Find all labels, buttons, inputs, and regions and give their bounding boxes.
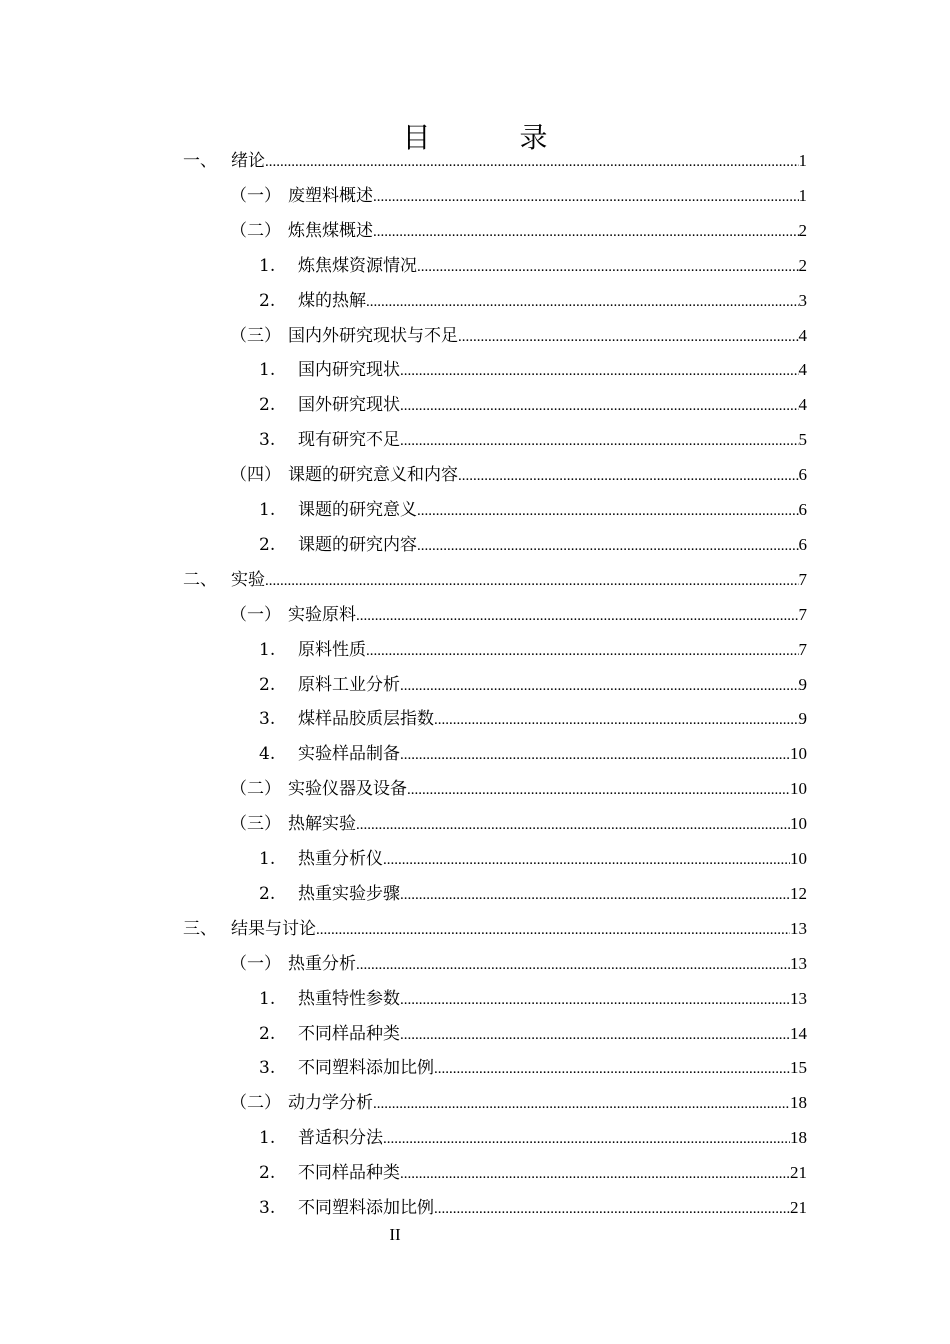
toc-entry-number: 3. (259, 1198, 276, 1218)
toc-entry[interactable] (183, 911, 807, 946)
toc-entry-page: 6 (798, 465, 807, 485)
toc-entry-number: （二） (230, 220, 281, 241)
toc-entry-number: （一） (230, 953, 281, 974)
toc-entry-title: 煤的热解 (298, 290, 366, 311)
toc-entry-page: 3 (798, 290, 807, 310)
toc-entry-page: 10 (790, 814, 807, 834)
toc-entry[interactable] (230, 213, 807, 248)
toc-entry-page: 9 (798, 709, 807, 729)
toc-entry-page: 13 (790, 918, 807, 938)
toc-entry[interactable] (259, 667, 807, 702)
toc-entry[interactable] (230, 178, 807, 213)
toc-entry-page: 4 (798, 325, 807, 345)
toc-entry[interactable] (183, 143, 807, 178)
toc-entry-number: 1. (259, 988, 276, 1009)
toc-entry-number: （二） (230, 779, 281, 800)
toc-entry[interactable] (259, 1016, 807, 1051)
toc-entry-number: （三） (230, 325, 281, 346)
toc-leader-dots (458, 320, 799, 355)
toc-entry[interactable] (259, 1155, 807, 1190)
toc-entry[interactable] (230, 946, 807, 981)
toc-entry-page: 12 (790, 883, 807, 903)
toc-leader-dots (356, 948, 790, 983)
toc-leader-dots (400, 354, 799, 389)
toc-entry-title: 课题的研究意义 (298, 500, 417, 520)
toc-entry-title: 热重实验步骤 (298, 883, 400, 904)
toc-entry-page: 10 (790, 744, 807, 764)
toc-leader-dots (400, 669, 799, 704)
toc-entry-number: （二） (230, 1093, 281, 1114)
toc-entry-title: 现有研究不足 (298, 430, 400, 451)
toc-entry-page: 7 (798, 569, 807, 589)
toc-leader-dots (373, 215, 799, 250)
toc-entry-page: 2 (798, 220, 807, 240)
toc-leader-dots (400, 738, 790, 773)
toc-leader-dots (417, 250, 799, 285)
toc-entry-number: 一、 (183, 151, 217, 171)
toc-leader-dots (383, 843, 790, 878)
toc-entry-number: （四） (230, 465, 281, 486)
toc-entry-title: 实验样品制备 (298, 744, 400, 765)
toc-entry-number: 2. (259, 290, 276, 311)
toc-leader-dots (356, 808, 790, 843)
toc-entry-page: 13 (790, 953, 807, 973)
toc-entry-title: 实验 (231, 569, 265, 590)
toc-entry-page: 2 (798, 255, 807, 275)
toc-entry-title: 绪论 (231, 151, 265, 171)
toc-entry-title: 热重分析仪 (298, 849, 383, 869)
toc-entry-title: 热重特性参数 (298, 988, 400, 1009)
toc-entry-page: 18 (790, 1128, 807, 1148)
toc-entry-page: 13 (790, 988, 807, 1008)
toc-entry-number: 2. (259, 1163, 276, 1184)
toc-entry-number: （一） (230, 604, 281, 625)
toc-entry[interactable] (259, 422, 807, 457)
toc-leader-dots (400, 878, 790, 913)
toc-leader-dots (383, 1122, 790, 1157)
toc-leader-dots (400, 1018, 790, 1053)
toc-leader-dots (373, 180, 799, 215)
toc-entry[interactable] (259, 248, 807, 283)
toc-entry-number: 2. (259, 395, 276, 416)
toc-entry-title: 炼焦煤资源情况 (298, 255, 417, 276)
toc-entry-title: 国内研究现状 (298, 360, 400, 381)
toc-entry-title: 不同样品种类 (298, 1163, 400, 1184)
toc-entry-number: （一） (230, 185, 281, 206)
toc-entry-title: 热解实验 (288, 814, 356, 835)
toc-entry[interactable] (259, 632, 807, 667)
toc-entry-page: 15 (790, 1058, 807, 1078)
toc-entry-page: 10 (790, 779, 807, 799)
toc-entry-title: 不同样品种类 (298, 1023, 400, 1044)
toc-leader-dots (373, 1087, 790, 1122)
toc-entry-title: 不同塑料添加比例 (298, 1058, 434, 1079)
toc-leader-dots (417, 494, 799, 529)
toc-leader-dots (400, 389, 799, 424)
toc-entry[interactable] (259, 841, 807, 876)
toc-entry-page: 5 (798, 430, 807, 450)
toc-entry-number: 2. (259, 674, 276, 695)
toc-entry[interactable] (230, 318, 807, 353)
toc-leader-dots (407, 773, 790, 808)
toc-entry[interactable] (259, 387, 807, 422)
toc-entry-page: 6 (798, 534, 807, 554)
toc-entry-title: 课题的研究意义和内容 (288, 465, 458, 486)
toc-entry-title: 普适积分法 (298, 1128, 383, 1149)
toc-leader-dots (356, 599, 799, 634)
toc-entry-title: 实验仪器及设备 (288, 779, 407, 800)
toc-leader-dots (265, 564, 799, 599)
toc-entry-title: 原料性质 (298, 639, 366, 660)
toc-entry-number: 1. (259, 849, 276, 869)
toc-leader-dots (434, 703, 799, 738)
toc-entry-number: 1. (259, 500, 276, 520)
toc-entry[interactable] (259, 492, 807, 527)
toc-entry-page: 4 (798, 360, 807, 380)
toc-entry[interactable] (259, 527, 807, 562)
toc-entry[interactable] (230, 771, 807, 806)
toc-title: 目 录 (402, 121, 588, 154)
toc-entry-title: 课题的研究内容 (298, 534, 417, 555)
toc-entry-number: 1. (259, 360, 276, 381)
toc-entry[interactable] (230, 1085, 807, 1120)
toc-entry-page: 7 (798, 639, 807, 659)
toc-entry-page: 10 (790, 849, 807, 868)
toc-entry-title: 废塑料概述 (288, 185, 373, 206)
toc-entry[interactable] (259, 352, 807, 387)
toc-leader-dots (265, 145, 799, 180)
toc-leader-dots (400, 1157, 790, 1192)
toc-entry-number: 2. (259, 534, 276, 555)
toc-entry[interactable] (259, 981, 807, 1016)
toc-entry[interactable] (259, 1120, 807, 1155)
toc-leader-dots (366, 285, 799, 320)
toc-entry-title: 炼焦煤概述 (288, 220, 373, 241)
toc-entry-title: 动力学分析 (288, 1093, 373, 1114)
toc-entry-title: 煤样品胶质层指数 (298, 709, 434, 730)
toc-entry-number: （三） (230, 814, 281, 835)
toc-entry[interactable] (183, 562, 807, 597)
toc-leader-dots (400, 424, 799, 459)
page-number: II (389, 1225, 401, 1244)
toc-entry-page: 4 (798, 395, 807, 415)
toc-entry-number: 1. (259, 639, 276, 660)
toc-entry-number: 三、 (183, 918, 217, 939)
toc-leader-dots (400, 983, 790, 1018)
toc-leader-dots (366, 634, 799, 669)
toc-entry-title: 热重分析 (288, 953, 356, 974)
toc-entry-page: 18 (790, 1093, 807, 1113)
toc-entry-number: 3. (259, 430, 276, 451)
toc-entry[interactable] (230, 806, 807, 841)
toc-entry[interactable] (259, 736, 807, 771)
toc-entry-number: 3. (259, 709, 276, 730)
toc-entry[interactable] (230, 457, 807, 492)
toc-entry-number: 1. (259, 1128, 276, 1149)
toc-entry-title: 国外研究现状 (298, 395, 400, 416)
toc-entry-page: 14 (790, 1023, 807, 1043)
toc-entry-number: 2. (259, 1023, 276, 1044)
toc-entry-title: 结果与讨论 (231, 918, 316, 939)
toc-entry-number: 二、 (183, 569, 217, 590)
toc-entry[interactable] (259, 876, 807, 911)
toc-leader-dots (458, 459, 799, 494)
toc-entry-page: 7 (798, 604, 807, 624)
toc-leader-dots (434, 1192, 790, 1227)
toc-entry-page: 21 (790, 1198, 807, 1217)
toc-entry-page: 1 (798, 151, 807, 170)
toc-leader-dots (316, 913, 790, 948)
toc-entry-title: 实验原料 (288, 604, 356, 625)
toc-entry-page: 9 (798, 674, 807, 694)
toc-entry[interactable] (230, 597, 807, 632)
toc-entry[interactable] (259, 1050, 807, 1085)
toc-leader-dots (434, 1052, 790, 1087)
toc-entry-title: 原料工业分析 (298, 674, 400, 695)
toc-leader-dots (417, 529, 799, 564)
toc-entry-page: 6 (798, 500, 807, 519)
toc-entry-page: 1 (798, 185, 807, 205)
toc-entry-title: 国内外研究现状与不足 (288, 325, 458, 346)
toc-entry[interactable] (259, 283, 807, 318)
toc-entry-page: 21 (790, 1163, 807, 1183)
toc-entry-number: 1. (259, 255, 276, 276)
toc-entry-number: 4. (259, 744, 276, 765)
toc-entry[interactable] (259, 701, 807, 736)
toc-entry-number: 3. (259, 1058, 276, 1079)
toc-entry[interactable] (259, 1190, 807, 1225)
toc-entry-number: 2. (259, 883, 276, 904)
toc-entry-title: 不同塑料添加比例 (298, 1198, 434, 1218)
